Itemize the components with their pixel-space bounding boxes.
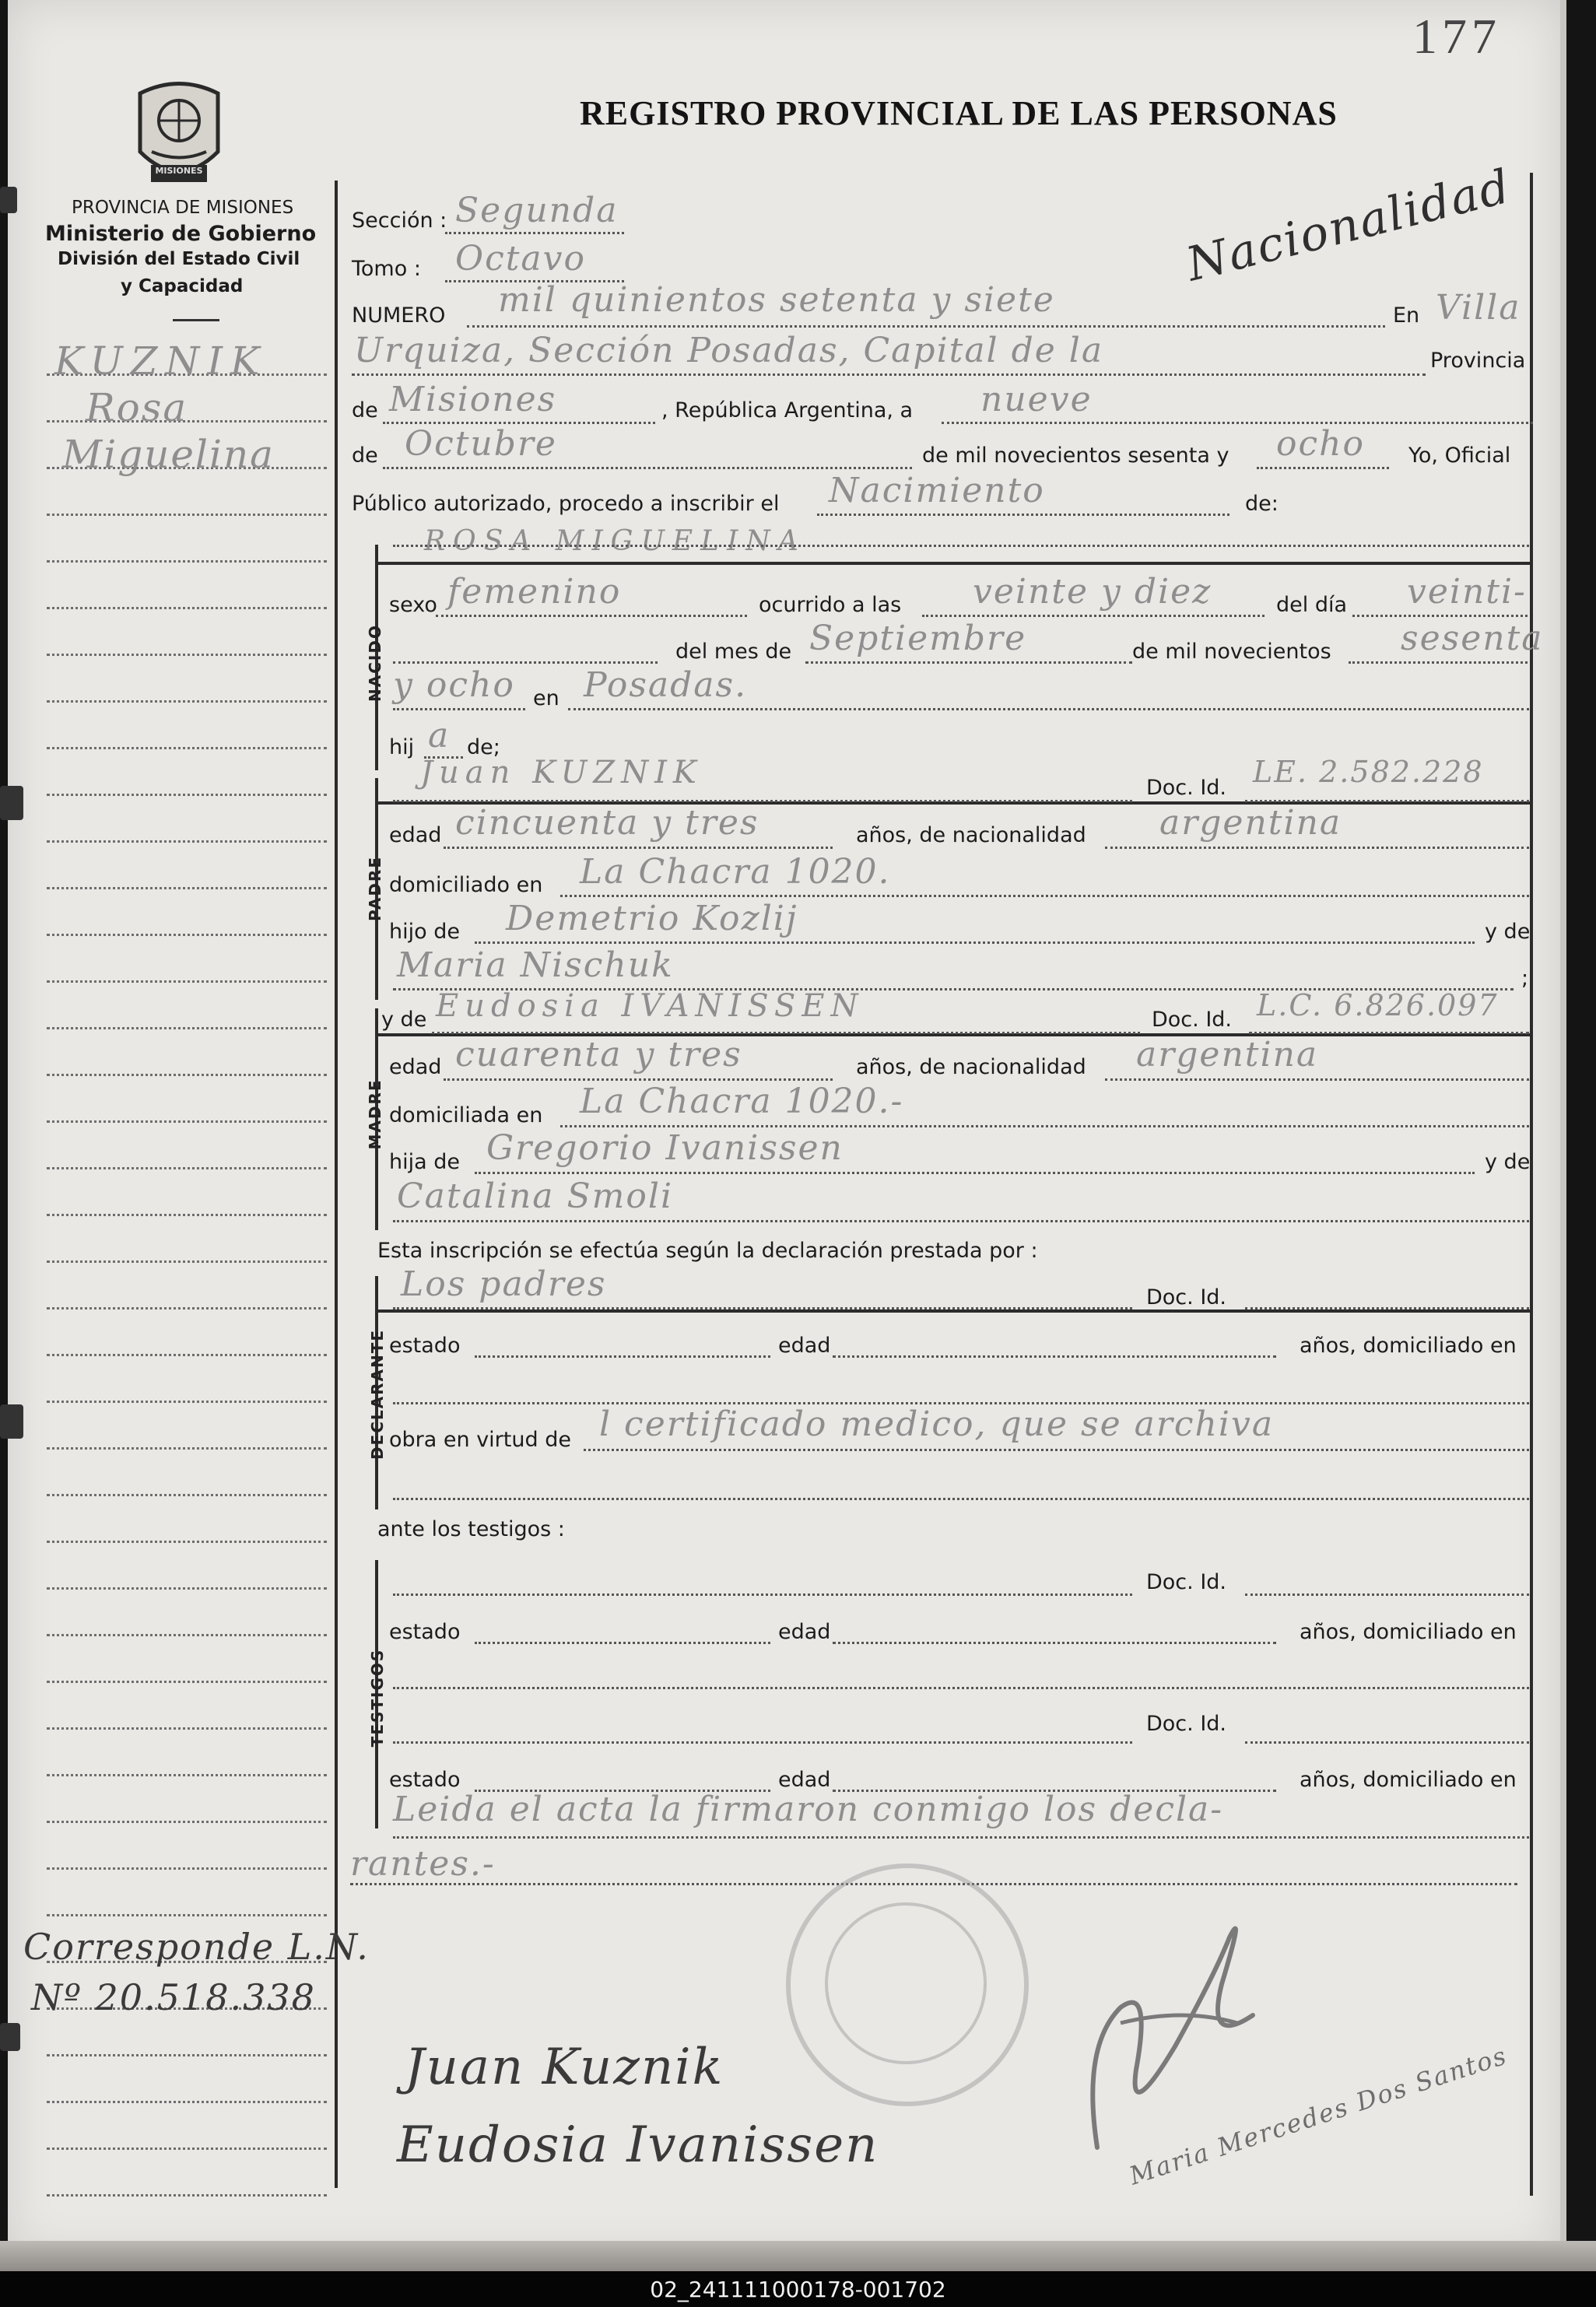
label-madre-domicilio: domiciliada en bbox=[389, 1103, 543, 1127]
label-yo-oficial: Yo, Oficial bbox=[1408, 444, 1511, 468]
header-division: División del Estado Civil bbox=[58, 249, 300, 269]
label-semicolon: ; bbox=[1521, 966, 1529, 990]
header-underline bbox=[173, 319, 219, 321]
header-capacity: y Capacidad bbox=[121, 276, 244, 296]
value-mes: Octubre bbox=[405, 424, 557, 464]
value-sexo: femenino bbox=[447, 572, 622, 612]
value-provincia: Misiones bbox=[389, 380, 557, 419]
value-padre-nac: argentina bbox=[1159, 803, 1342, 843]
label-del-dia: del día bbox=[1276, 593, 1348, 617]
label-padre-hijo-de: hijo de bbox=[389, 920, 460, 944]
value-anio-nac-2: y ocho bbox=[393, 665, 515, 705]
side-label-testigos: TESTIGOS bbox=[368, 1648, 387, 1748]
value-dia: nueve bbox=[980, 380, 1093, 419]
value-numero: mil quinientos setenta y siete bbox=[498, 280, 1055, 320]
label-en: En bbox=[1393, 303, 1420, 328]
margin-name-1: Rosa bbox=[86, 385, 188, 430]
label-madre-y-de-2: y de bbox=[1485, 1150, 1531, 1174]
label-publico: Público autorizado, procedo a inscribir el bbox=[352, 492, 780, 516]
margin-note-corresponde: Corresponde L.N. bbox=[23, 1926, 370, 1968]
crest-banner: MISIONES bbox=[155, 166, 203, 176]
label-ante-testigos: ante los testigos : bbox=[377, 1517, 565, 1541]
value-madre-domicilio: La Chacra 1020.- bbox=[580, 1082, 904, 1121]
value-lugar-nac: Posadas. bbox=[584, 665, 748, 705]
binder-hole-icon bbox=[0, 786, 23, 820]
label-provincia: Provincia bbox=[1430, 349, 1526, 373]
image-id: 02_241111000178-001702 bbox=[650, 2277, 946, 2302]
side-label-nacido: NACIDO bbox=[366, 624, 384, 702]
value-line2: Urquiza, Sección Posadas, Capital de la bbox=[354, 331, 1104, 370]
value-padre-doc: LE. 2.582.228 bbox=[1253, 755, 1484, 789]
document-title: REGISTRO PROVINCIAL DE LAS PERSONAS bbox=[580, 94, 1338, 132]
label-declarante-estado: estado bbox=[389, 1334, 461, 1358]
value-padre-domicilio: La Chacra 1020. bbox=[580, 852, 891, 892]
binder-hole-icon bbox=[0, 187, 17, 213]
value-mes-nac: Septiembre bbox=[809, 619, 1027, 658]
signature-official-icon bbox=[1051, 1891, 1284, 2171]
value-anio-nac: sesenta bbox=[1401, 619, 1544, 658]
label-tomo: Tomo : bbox=[352, 257, 421, 281]
label-de-semi: de; bbox=[467, 735, 500, 759]
value-dia-nac: veinti- bbox=[1407, 572, 1527, 612]
value-tomo: Octavo bbox=[455, 239, 586, 279]
header-ministry: Ministerio de Gobierno bbox=[45, 222, 317, 246]
value-nacido-nombre: ROSA MIGUELINA bbox=[424, 525, 806, 557]
value-padre-nombre: Juan KUZNIK bbox=[420, 755, 703, 791]
side-label-declarante: DECLARANTE bbox=[368, 1328, 387, 1460]
label-madre-anos-nac: años, de nacionalidad bbox=[856, 1055, 1086, 1079]
right-border bbox=[1530, 173, 1533, 2196]
label-seccion: Sección : bbox=[352, 209, 447, 233]
province-crest-icon bbox=[125, 78, 233, 195]
side-label-padre: PADRE bbox=[366, 856, 384, 921]
binder-hole-icon bbox=[0, 2023, 20, 2051]
label-de-colon: de: bbox=[1245, 492, 1279, 516]
value-madre-nombre: Eudosia IVANISSEN bbox=[436, 988, 865, 1024]
label-republica: , República Argentina, a bbox=[661, 398, 914, 422]
value-obra: l certificado medico, que se archiva bbox=[599, 1404, 1275, 1444]
label-testigo1-doc: Doc. Id. bbox=[1146, 1570, 1227, 1594]
margin-note-number: Nº 20.518.338 bbox=[31, 1976, 316, 2018]
label-numero: NUMERO bbox=[352, 303, 446, 328]
label-padre-doc: Doc. Id. bbox=[1146, 776, 1227, 800]
value-anio: ocho bbox=[1276, 424, 1365, 464]
label-padre-edad: edad bbox=[389, 823, 442, 847]
label-padre-y-de: y de bbox=[1485, 920, 1531, 944]
label-madre-doc: Doc. Id. bbox=[1152, 1008, 1233, 1032]
margin-surname: KUZNIK bbox=[54, 338, 268, 384]
value-seccion: Segunda bbox=[455, 191, 619, 230]
margin-name-2: Miguelina bbox=[62, 432, 275, 477]
label-madre-y-de: y de bbox=[381, 1008, 427, 1032]
label-testigo1-estado: estado bbox=[389, 1620, 461, 1644]
label-declarante-doc: Doc. Id. bbox=[1146, 1285, 1227, 1310]
label-del-mes: del mes de bbox=[675, 640, 792, 664]
value-acto: Nacimiento bbox=[829, 471, 1045, 510]
label-testigo1-edad: edad bbox=[778, 1620, 831, 1644]
official-name-stamp: Maria Mercedes Dos Santos bbox=[1125, 2040, 1511, 2191]
label-de-mil: de mil novecientos sesenta y bbox=[922, 444, 1229, 468]
official-seal-inner bbox=[825, 1902, 987, 2064]
cancel-stamp: Nacionalidad bbox=[1180, 159, 1517, 293]
label-madre-hija-de: hija de bbox=[389, 1150, 460, 1174]
label-ocurrido: ocurrido a las bbox=[759, 593, 902, 617]
value-madre-edad: cuarenta y tres bbox=[455, 1035, 742, 1075]
value-declarante: Los padres bbox=[401, 1264, 607, 1304]
signature-mother: Eudosia Ivanissen bbox=[397, 2116, 879, 2174]
label-testigo2-doc: Doc. Id. bbox=[1146, 1712, 1227, 1736]
binder-edge bbox=[0, 2241, 1596, 2272]
value-madre-padres-1: Gregorio Ivanissen bbox=[486, 1128, 844, 1168]
label-en-nac: en bbox=[533, 686, 559, 710]
label-declarante-edad: edad bbox=[778, 1334, 831, 1358]
binder-hole-icon bbox=[0, 1404, 23, 1439]
label-de-1: de bbox=[352, 398, 378, 422]
label-testigo2-edad: edad bbox=[778, 1768, 831, 1792]
label-testigo1-anos-dom: años, domiciliado en bbox=[1300, 1620, 1517, 1644]
label-hij: hij bbox=[389, 735, 415, 759]
value-en: Villa bbox=[1436, 288, 1521, 328]
label-testigo2-estado: estado bbox=[389, 1768, 461, 1792]
margin-divider bbox=[335, 181, 338, 2188]
value-cierre-1: Leida el acta la firmaron conmigo los decla- bbox=[393, 1790, 1224, 1829]
label-sexo: sexo bbox=[389, 593, 437, 617]
signature-father: Juan Kuznik bbox=[405, 2039, 724, 2096]
header-province: PROVINCIA DE MISIONES bbox=[72, 198, 294, 218]
value-padre-edad: cincuenta y tres bbox=[455, 803, 759, 843]
value-padre-padres-2: Maria Nischuk bbox=[397, 945, 674, 985]
value-hij: a bbox=[428, 716, 451, 756]
value-madre-nac: argentina bbox=[1136, 1035, 1319, 1075]
label-de-2: de bbox=[352, 444, 378, 468]
value-cierre-2: rantes.- bbox=[350, 1844, 496, 1884]
value-madre-padres-2: Catalina Smoli bbox=[397, 1176, 674, 1216]
value-madre-doc: L.C. 6.826.097 bbox=[1257, 988, 1499, 1022]
label-madre-edad: edad bbox=[389, 1055, 442, 1079]
label-declarante-anos-dom: años, domiciliado en bbox=[1300, 1334, 1517, 1358]
label-de-mil-nov: de mil novecientos bbox=[1132, 640, 1331, 664]
label-obra: obra en virtud de bbox=[389, 1428, 571, 1452]
value-padre-padres-1: Demetrio Kozlij bbox=[506, 899, 798, 938]
label-padre-domicilio: domiciliado en bbox=[389, 873, 543, 897]
label-testigo2-anos-dom: años, domiciliado en bbox=[1300, 1768, 1517, 1792]
page-number: 177 bbox=[1412, 9, 1501, 64]
label-esta-inscripcion: Esta inscripción se efectúa según la declaración prestada por : bbox=[377, 1239, 1038, 1263]
side-label-madre: MADRE bbox=[366, 1078, 384, 1150]
value-hora: veinte y diez bbox=[973, 572, 1212, 612]
label-padre-anos-nac: años, de nacionalidad bbox=[856, 823, 1086, 847]
